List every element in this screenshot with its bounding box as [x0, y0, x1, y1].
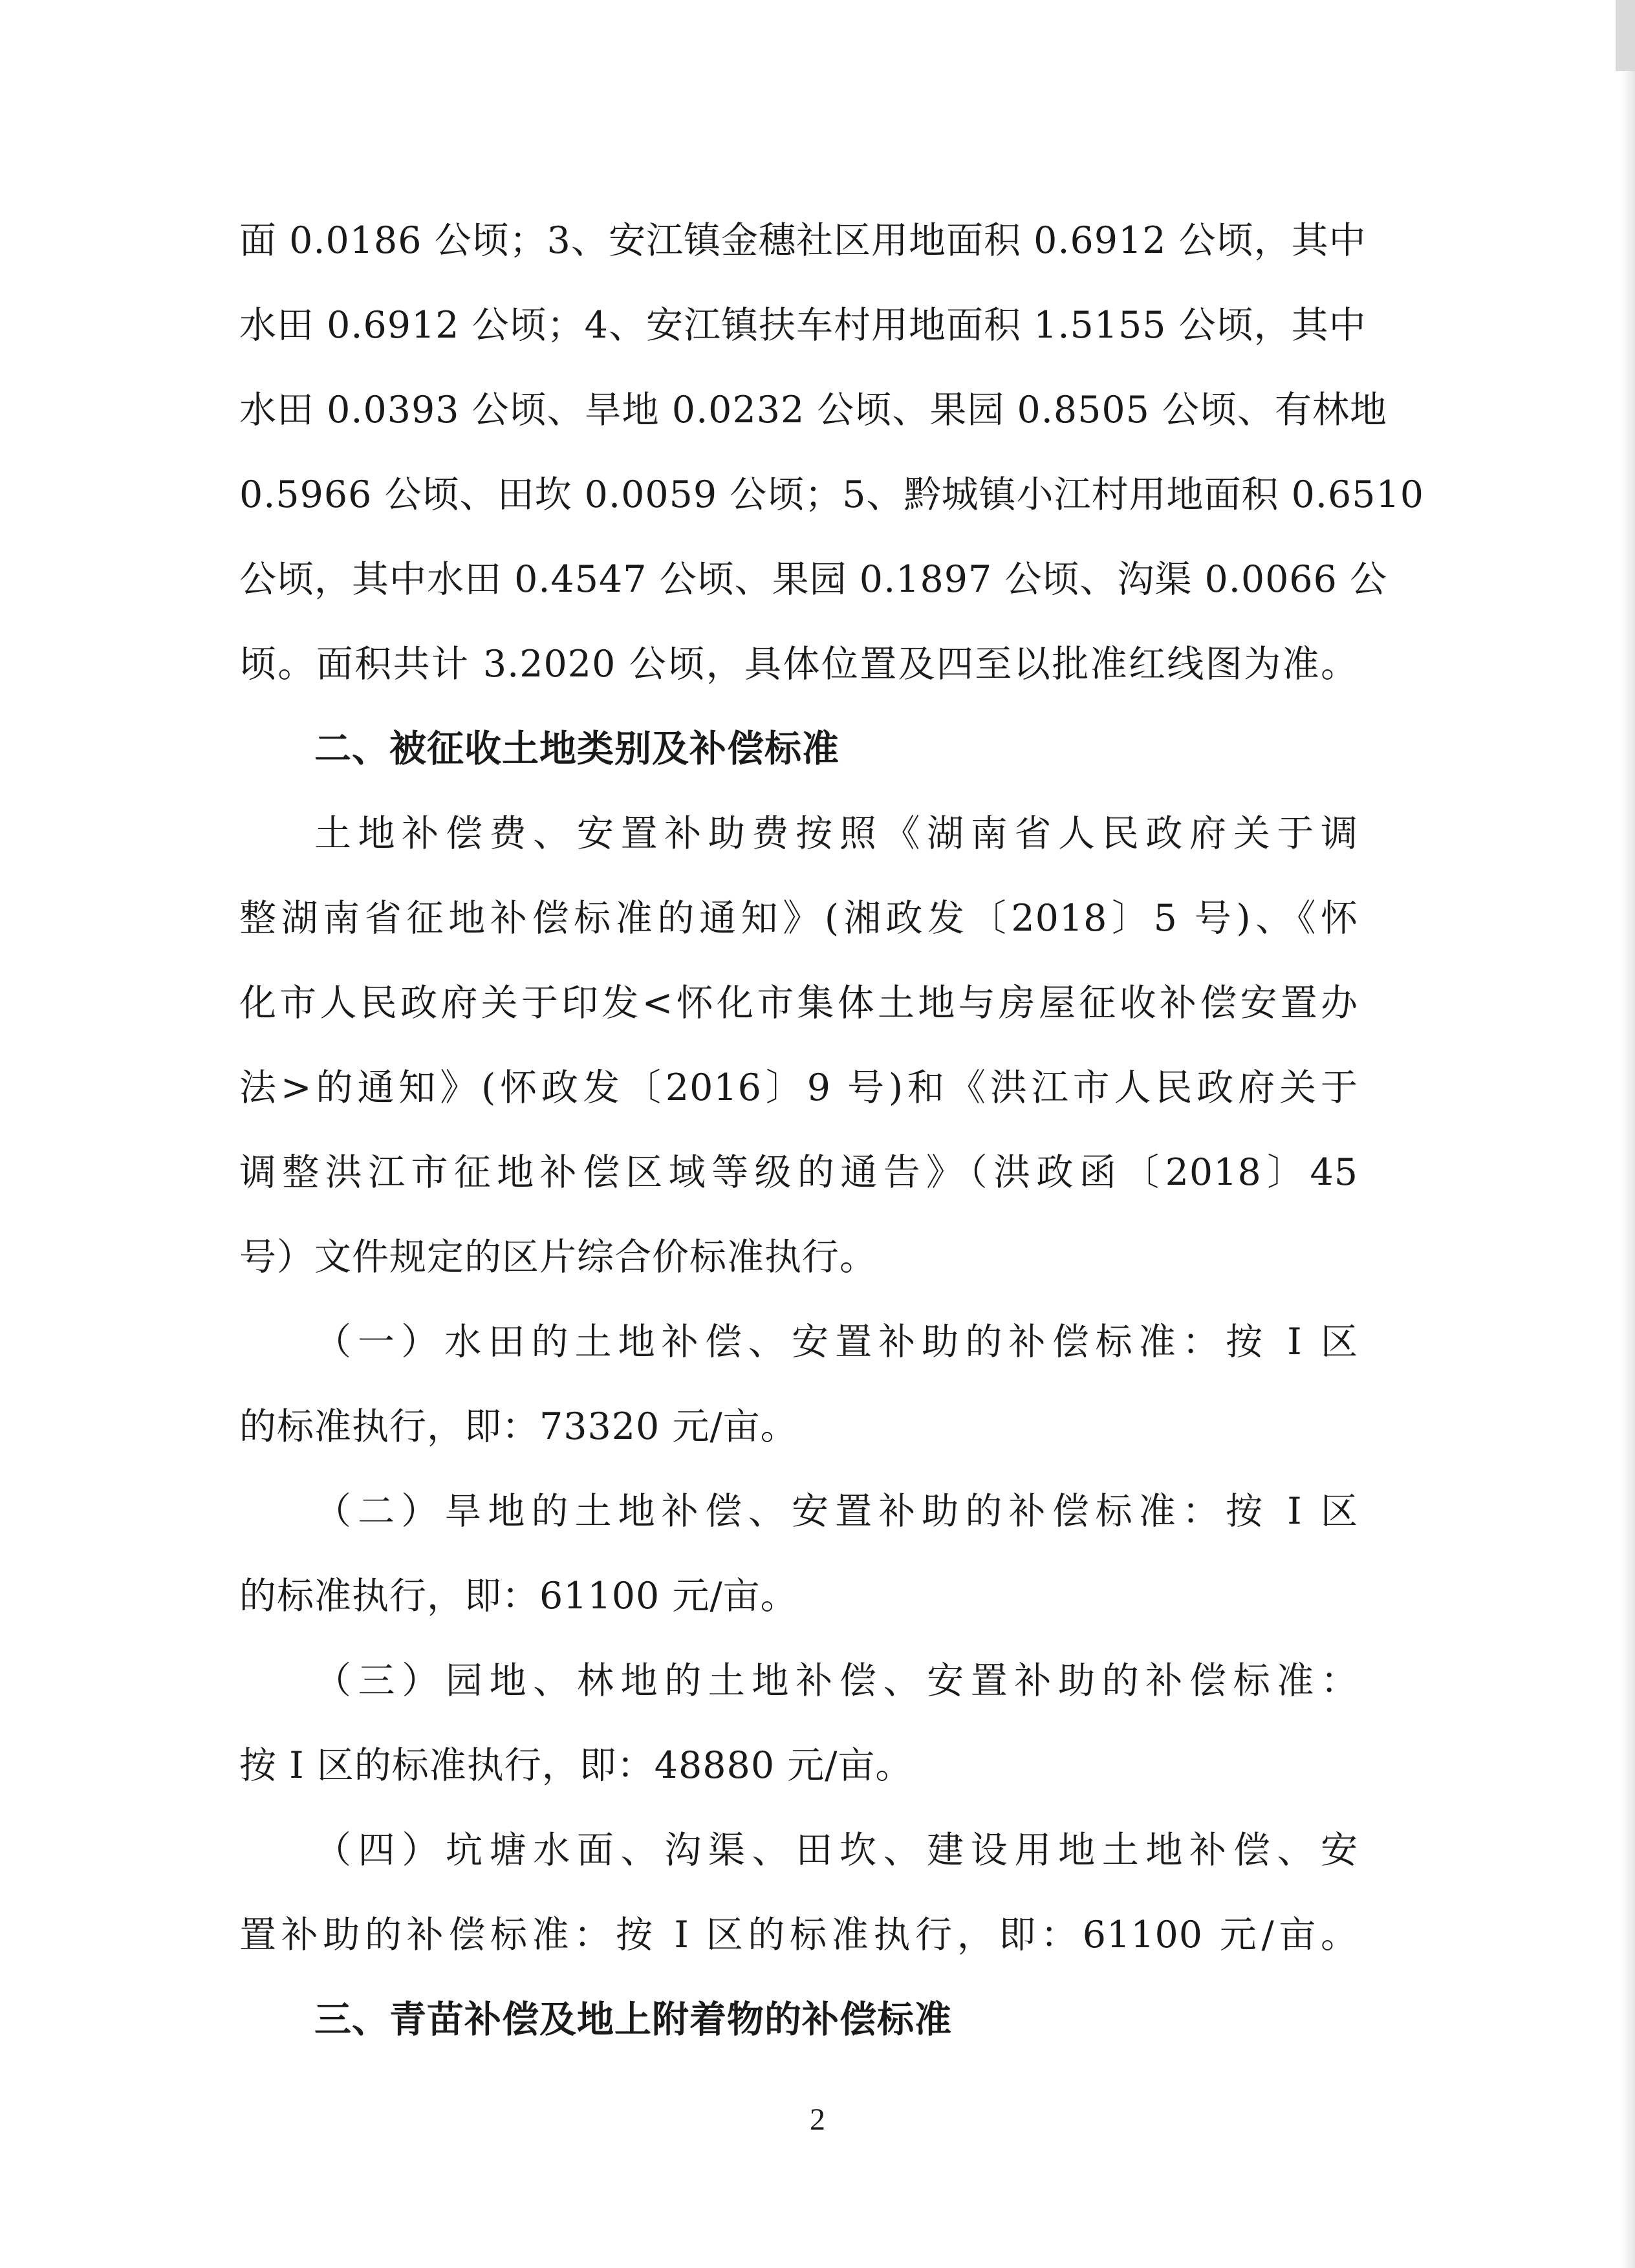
- body-line: 号）文件规定的区片综合价标准执行。: [239, 1236, 877, 1279]
- scan-edge-mark: [1616, 0, 1635, 71]
- scan-edge-shadow: [1621, 0, 1635, 2268]
- page-number: 2: [810, 2102, 825, 2137]
- body-line: 调整洪江市征地补偿区域等级的通告》（洪政函〔2018〕45: [239, 1151, 1358, 1194]
- body-line: 土地补偿费、安置补助费按照《湖南省人民政府关于调: [314, 812, 1358, 855]
- body-line: （四）坑塘水面、沟渠、田坎、建设用地土地补偿、安: [314, 1829, 1358, 1872]
- body-line: 置补助的补偿标准：按 I 区的标准执行，即：61100 元/亩。: [239, 1914, 1358, 1956]
- body-line: 整湖南省征地补偿标准的通知》(湘政发〔2018〕5 号)、《怀: [239, 897, 1358, 940]
- body-line: 按 I 区的标准执行，即：48880 元/亩。: [239, 1744, 913, 1787]
- body-line: 的标准执行，即：73320 元/亩。: [239, 1405, 798, 1448]
- body-line: 法>的通知》(怀政发〔2016〕9 号)和《洪江市人民政府关于: [239, 1066, 1358, 1109]
- body-line: 顷。面积共计 3.2020 公顷，具体位置及四至以批准红线图为准。: [239, 643, 1358, 686]
- body-line: 化市人民政府关于印发<怀化市集体土地与房屋征收补偿安置办: [239, 982, 1358, 1024]
- body-line: 水田 0.6912 公顷；4、安江镇扶车村用地面积 1.5155 公顷，其中: [239, 304, 1367, 347]
- section-heading: 二、被征收土地类别及补偿标准: [314, 728, 839, 770]
- body-line: 的标准执行，即：61100 元/亩。: [239, 1575, 798, 1617]
- body-line: 公顷，其中水田 0.4547 公顷、果园 0.1897 公顷、沟渠 0.0066 公: [239, 558, 1388, 601]
- body-line: （二）旱地的土地补偿、安置补助的补偿标准：按 I 区: [314, 1490, 1358, 1533]
- document-body: [239, 207, 1425, 2071]
- body-line: 水田 0.0393 公顷、旱地 0.0232 公顷、果园 0.8505 公顷、有林地: [239, 389, 1388, 431]
- body-line: 面 0.0186 公顷；3、安江镇金穗社区用地面积 0.6912 公顷，其中: [239, 219, 1367, 262]
- section-heading: 三、青苗补偿及地上附着物的补偿标准: [314, 1998, 952, 2041]
- body-line: （三）园地、林地的土地补偿、安置补助的补偿标准：: [314, 1659, 1358, 1702]
- body-line: （一）水田的土地补偿、安置补助的补偿标准：按 I 区: [314, 1321, 1358, 1363]
- body-line: 0.5966 公顷、田坎 0.0059 公顷；5、黔城镇小江村用地面积 0.6510: [239, 473, 1425, 516]
